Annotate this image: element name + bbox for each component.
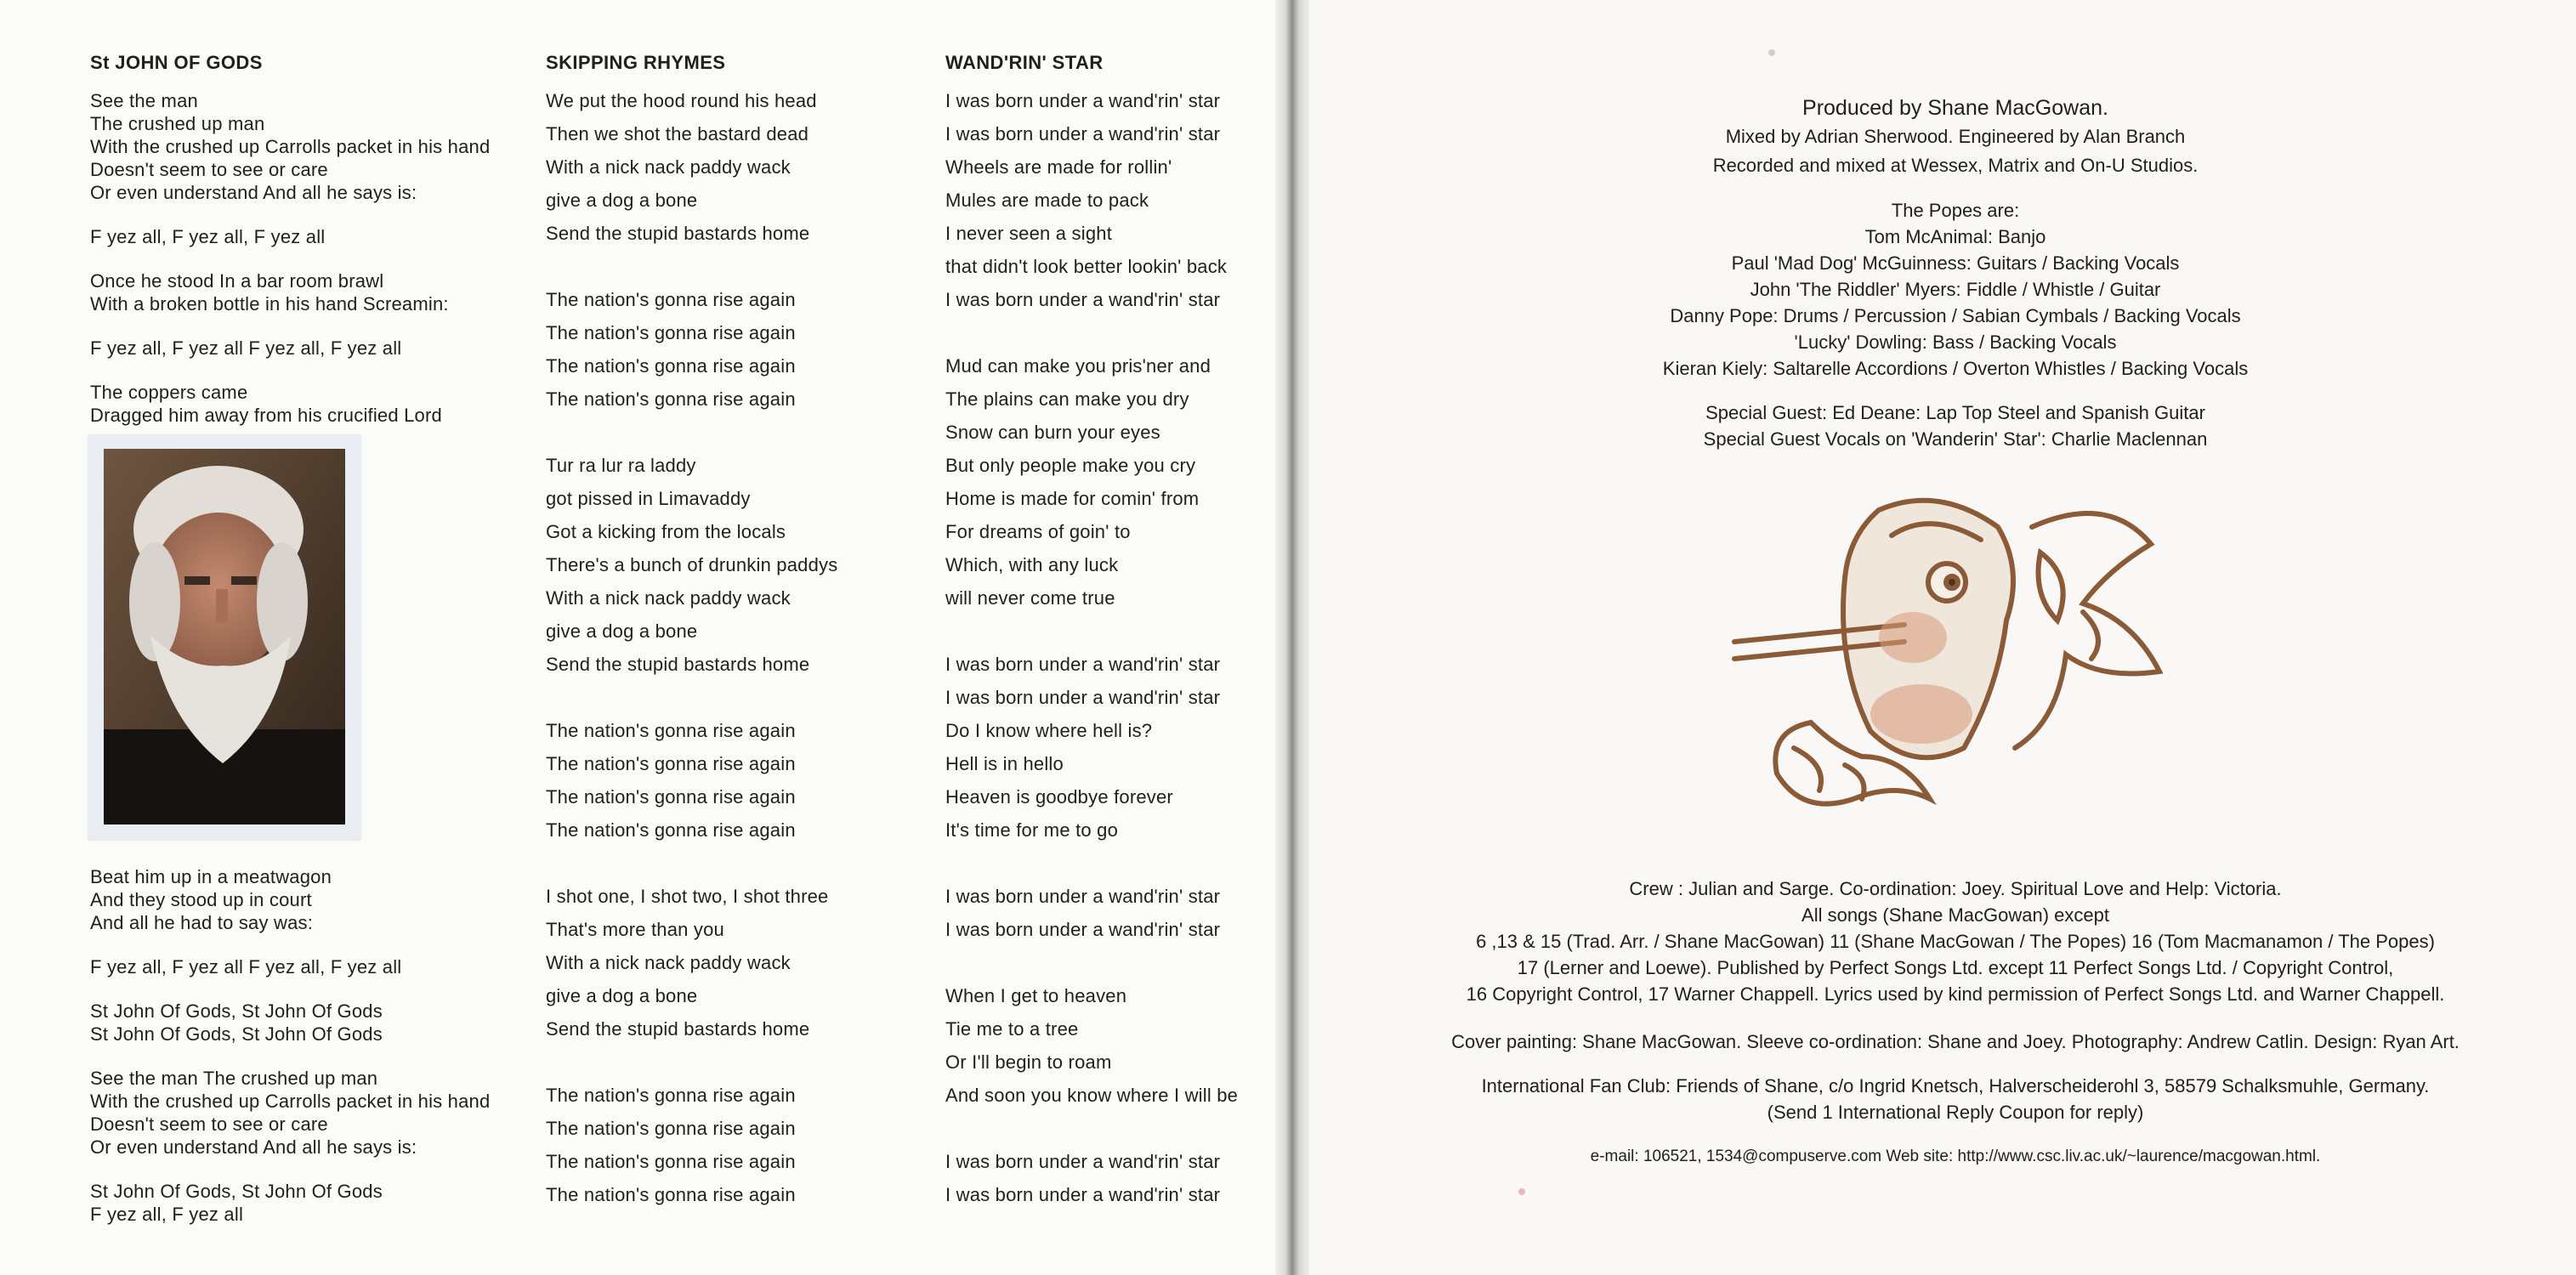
- lyric-line: The nation's gonna rise again: [546, 753, 796, 774]
- paper-speck: [1518, 1188, 1525, 1195]
- lyric-line: Home is made for comin' from: [945, 488, 1200, 509]
- lyric-line: give a dog a bone: [546, 190, 698, 211]
- lyric-line: Once he stood In a bar room brawl: [90, 270, 384, 292]
- lyric-line: that didn't look better lookin' back: [945, 256, 1228, 277]
- song-title: St JOHN OF GODS: [90, 52, 263, 73]
- lyric-line: And soon you know where I will be: [945, 1085, 1239, 1106]
- band-member: John 'The Riddler' Myers: Fiddle / Whistle / Guitar: [1750, 279, 2161, 300]
- lyric-line: Doesn't seem to see or care: [90, 159, 328, 180]
- special-guests: [1360, 400, 2550, 452]
- lyric-line: With a nick nack paddy wack: [546, 587, 791, 609]
- lyric-line: Tie me to a tree: [945, 1018, 1079, 1040]
- song-title: SKIPPING RHYMES: [546, 52, 726, 73]
- artwork-credits: [1360, 1028, 2550, 1055]
- lyric-line: See the man The crushed up man: [90, 1068, 378, 1089]
- lyric-line: I was born under a wand'rin' star: [945, 687, 1221, 708]
- lyric-line: Or even understand And all he says is:: [90, 1136, 417, 1158]
- lyric-line: The crushed up man: [90, 113, 265, 134]
- guest-line: Special Guest: Ed Deane: Lap Top Steel and Spanish Guitar: [1705, 402, 2205, 423]
- lyric-line: It's time for me to go: [945, 819, 1119, 841]
- lyric-line: F yez all, F yez all: [90, 1204, 244, 1225]
- lyrics: [546, 84, 911, 1211]
- crew-line: 16 Copyright Control, 17 Warner Chappell. Lyrics used by kind permission of Perfect Songs Ltd. and Warner Chappell.: [1466, 983, 2445, 1005]
- lyric-line: F yez all, F yez all F yez all, F yez all: [90, 956, 402, 978]
- lyric-line: The nation's gonna rise again: [546, 1085, 796, 1106]
- stanza: [90, 1067, 532, 1159]
- lyric-line: We put the hood round his head: [546, 90, 817, 111]
- lyric-line: Which, with any luck: [945, 554, 1119, 575]
- lyric-line: The nation's gonna rise again: [546, 322, 796, 343]
- stanza: [90, 1000, 532, 1046]
- lyric-line: The nation's gonna rise again: [546, 289, 796, 310]
- lyric-line: F yez all, F yez all F yez all, F yez all: [90, 337, 402, 359]
- band-member: Tom McAnimal: Banjo: [1864, 226, 2046, 247]
- lyric-line: St John Of Gods, St John Of Gods: [90, 1181, 383, 1202]
- lyric-line: Got a kicking from the locals: [546, 521, 786, 542]
- lyric-line: I was born under a wand'rin' star: [945, 654, 1221, 675]
- lyric-line: There's a bunch of drunkin paddys: [546, 554, 838, 575]
- lyric-line: Then we shot the bastard dead: [546, 123, 809, 144]
- crew-lines: [1360, 876, 2550, 1007]
- lyric-line: The plains can make you dry: [945, 388, 1189, 410]
- lyric-line: For dreams of goin' to: [945, 521, 1131, 542]
- lyric-line: With the crushed up Carrolls packet in his hand: [90, 1091, 491, 1112]
- stanza-gap: [546, 250, 911, 283]
- cover-credit: Cover painting: Shane MacGowan. Sleeve co-ordination: Shane and Joey. Photography: Andrew Catlin. Design: Ryan Art.: [1451, 1031, 2460, 1052]
- stanza: [90, 865, 532, 934]
- lyric-line: I was born under a wand'rin' star: [945, 90, 1221, 111]
- lyric-line: got pissed in Limavaddy: [546, 488, 751, 509]
- lyric-line: And they stood up in court: [90, 889, 312, 910]
- portrait-photo-frame: [88, 435, 360, 840]
- lyric-line: With a nick nack paddy wack: [546, 952, 791, 973]
- paper-speck: [1768, 49, 1775, 56]
- stanza-gap: [945, 316, 1285, 349]
- lyrics-lower: [90, 865, 532, 1226]
- lyrics-upper: [90, 89, 532, 427]
- lyric-line: Beat him up in a meatwagon: [90, 866, 332, 887]
- crew-line: Crew : Julian and Sarge. Co-ordination: Joey. Spiritual Love and Help: Victoria.: [1629, 878, 2282, 899]
- lyric-line: Or I'll begin to roam: [945, 1051, 1112, 1073]
- lyric-line: Do I know where hell is?: [945, 720, 1153, 741]
- lyric-line: With the crushed up Carrolls packet in his hand: [90, 136, 491, 157]
- lyric-line: St John Of Gods, St John Of Gods: [90, 1023, 383, 1045]
- stanza: [90, 1180, 532, 1226]
- lyric-line: Snow can burn your eyes: [945, 422, 1160, 443]
- lyric-line: will never come true: [945, 587, 1115, 609]
- produced-by: Produced by Shane MacGowan.: [1802, 96, 2108, 120]
- lyric-line: Send the stupid bastards home: [546, 223, 810, 244]
- lyric-line: Dragged him away from his crucified Lord: [90, 405, 442, 426]
- recorded-at: Recorded and mixed at Wessex, Matrix and On-U Studios.: [1712, 155, 2199, 176]
- stanza-gap: [945, 847, 1285, 880]
- stanza-gap: [945, 615, 1285, 648]
- lyric-line: Mud can make you pris'ner and: [945, 355, 1211, 377]
- song-title: WAND'RIN' STAR: [945, 52, 1104, 73]
- lyric-line: But only people make you cry: [945, 455, 1196, 476]
- stanza-gap: [546, 847, 911, 880]
- band-member: Kieran Kiely: Saltarelle Accordions / Overton Whistles / Backing Vocals: [1662, 358, 2249, 379]
- lyric-line: Send the stupid bastards home: [546, 654, 810, 675]
- stanza: [90, 269, 532, 315]
- lyric-line: Hell is in hello: [945, 753, 1064, 774]
- lyric-line: The nation's gonna rise again: [546, 1184, 796, 1205]
- lyric-line: The nation's gonna rise again: [546, 355, 796, 377]
- lyric-line: I was born under a wand'rin' star: [945, 1151, 1221, 1172]
- lyric-line: I never seen a sight: [945, 223, 1113, 244]
- lyric-line: I was born under a wand'rin' star: [945, 886, 1221, 907]
- lyric-line: give a dog a bone: [546, 985, 698, 1006]
- stanza-gap: [546, 681, 911, 714]
- lyric-line: With a nick nack paddy wack: [546, 156, 791, 178]
- band-member: Paul 'Mad Dog' McGuinness: Guitars / Backing Vocals: [1731, 252, 2180, 274]
- stanza-gap: [546, 1046, 911, 1079]
- lyric-line: The nation's gonna rise again: [546, 1151, 796, 1172]
- band-member: 'Lucky' Dowling: Bass / Backing Vocals: [1794, 332, 2117, 353]
- lyric-line: Wheels are made for rollin': [945, 156, 1172, 178]
- stanza: [90, 89, 532, 204]
- stanza: [90, 955, 532, 978]
- stanza: [90, 225, 532, 248]
- portrait-photo: [104, 449, 345, 824]
- crew-line: All songs (Shane MacGowan) except: [1801, 904, 2109, 926]
- lyric-line: That's more than you: [546, 919, 724, 940]
- song-st-john-of-gods: [90, 51, 532, 448]
- lyric-line: Mules are made to pack: [945, 190, 1149, 211]
- lyrics: [945, 84, 1285, 1211]
- lyric-line: See the man: [90, 90, 198, 111]
- stanza-gap: [945, 1112, 1285, 1145]
- stanza-gap: [945, 946, 1285, 979]
- fan-club-info: [1360, 1073, 2550, 1125]
- lyric-line: Doesn't seem to see or care: [90, 1114, 328, 1135]
- lyric-line: St John Of Gods, St John Of Gods: [90, 1000, 383, 1022]
- lyric-line: Tur ra lur ra laddy: [546, 455, 696, 476]
- band-member: Danny Pope: Drums / Percussion / Sabian Cymbals / Backing Vocals: [1670, 305, 2241, 326]
- lyric-line: I was born under a wand'rin' star: [945, 1184, 1221, 1205]
- band-members: [1360, 197, 2550, 382]
- crew-line: 17 (Lerner and Loewe). Published by Perfect Songs Ltd. except 11 Perfect Songs Ltd. / Copyright Control,: [1517, 957, 2394, 978]
- lyric-line: I was born under a wand'rin' star: [945, 289, 1221, 310]
- song-wandrin-star: [945, 46, 1285, 1211]
- stanza: [90, 337, 532, 360]
- celtic-figure-illustration: [1709, 476, 2185, 842]
- stanza-gap: [546, 416, 911, 449]
- lyric-line: The nation's gonna rise again: [546, 786, 796, 808]
- crew-and-publishing-credits: [1360, 876, 2550, 1007]
- song-skipping-rhymes: [546, 46, 911, 1211]
- lyric-line: The nation's gonna rise again: [546, 819, 796, 841]
- lyric-line: The nation's gonna rise again: [546, 388, 796, 410]
- stanza: [90, 381, 532, 427]
- lyric-line: I was born under a wand'rin' star: [945, 919, 1221, 940]
- lyric-line: The nation's gonna rise again: [546, 720, 796, 741]
- song-st-john-of-gods-continued: [90, 865, 532, 1247]
- lyric-line: give a dog a bone: [546, 620, 698, 642]
- fan-club-address: International Fan Club: Friends of Shane, c/o Ingrid Knetsch, Halverscheiderohl 3, 58579 Schalksmuhle, Germany.: [1481, 1075, 2430, 1096]
- fan-club-note: (Send 1 International Reply Coupon for reply): [1767, 1102, 2144, 1123]
- lyric-line: I shot one, I shot two, I shot three: [546, 886, 829, 907]
- popes-list: [1360, 224, 2550, 382]
- lyric-line: When I get to heaven: [945, 985, 1127, 1006]
- lyric-line: And all he had to say was:: [90, 912, 314, 933]
- popes-heading: The Popes are:: [1891, 200, 2020, 221]
- contact-info: [1360, 1143, 2550, 1170]
- lyric-line: Send the stupid bastards home: [546, 1018, 810, 1040]
- crew-line: 6 ,13 & 15 (Trad. Arr. / Shane MacGowan) 11 (Shane MacGowan / The Popes) 16 (Tom Macmanamon / The Popes): [1476, 931, 2435, 952]
- lyric-line: Heaven is goodbye forever: [945, 786, 1173, 808]
- lyric-line: The coppers came: [90, 382, 248, 403]
- lyric-line: The nation's gonna rise again: [546, 1118, 796, 1139]
- mixed-by: Mixed by Adrian Sherwood. Engineered by Alan Branch: [1725, 126, 2186, 147]
- production-credits: [1360, 94, 2550, 180]
- guest-line: Special Guest Vocals on 'Wanderin' Star': Charlie Maclennan: [1703, 428, 2208, 450]
- lyric-line: F yez all, F yez all, F yez all: [90, 226, 326, 247]
- email-and-website: e-mail: 106521, 1534@compuserve.com Web site: http://www.csc.liv.ac.uk/~laurence/macgowan.html.: [1590, 1148, 2321, 1165]
- lyric-line: With a broken bottle in his hand Screamin:: [90, 293, 449, 314]
- lyric-line: Or even understand And all he says is:: [90, 182, 417, 203]
- lyric-line: I was born under a wand'rin' star: [945, 123, 1221, 144]
